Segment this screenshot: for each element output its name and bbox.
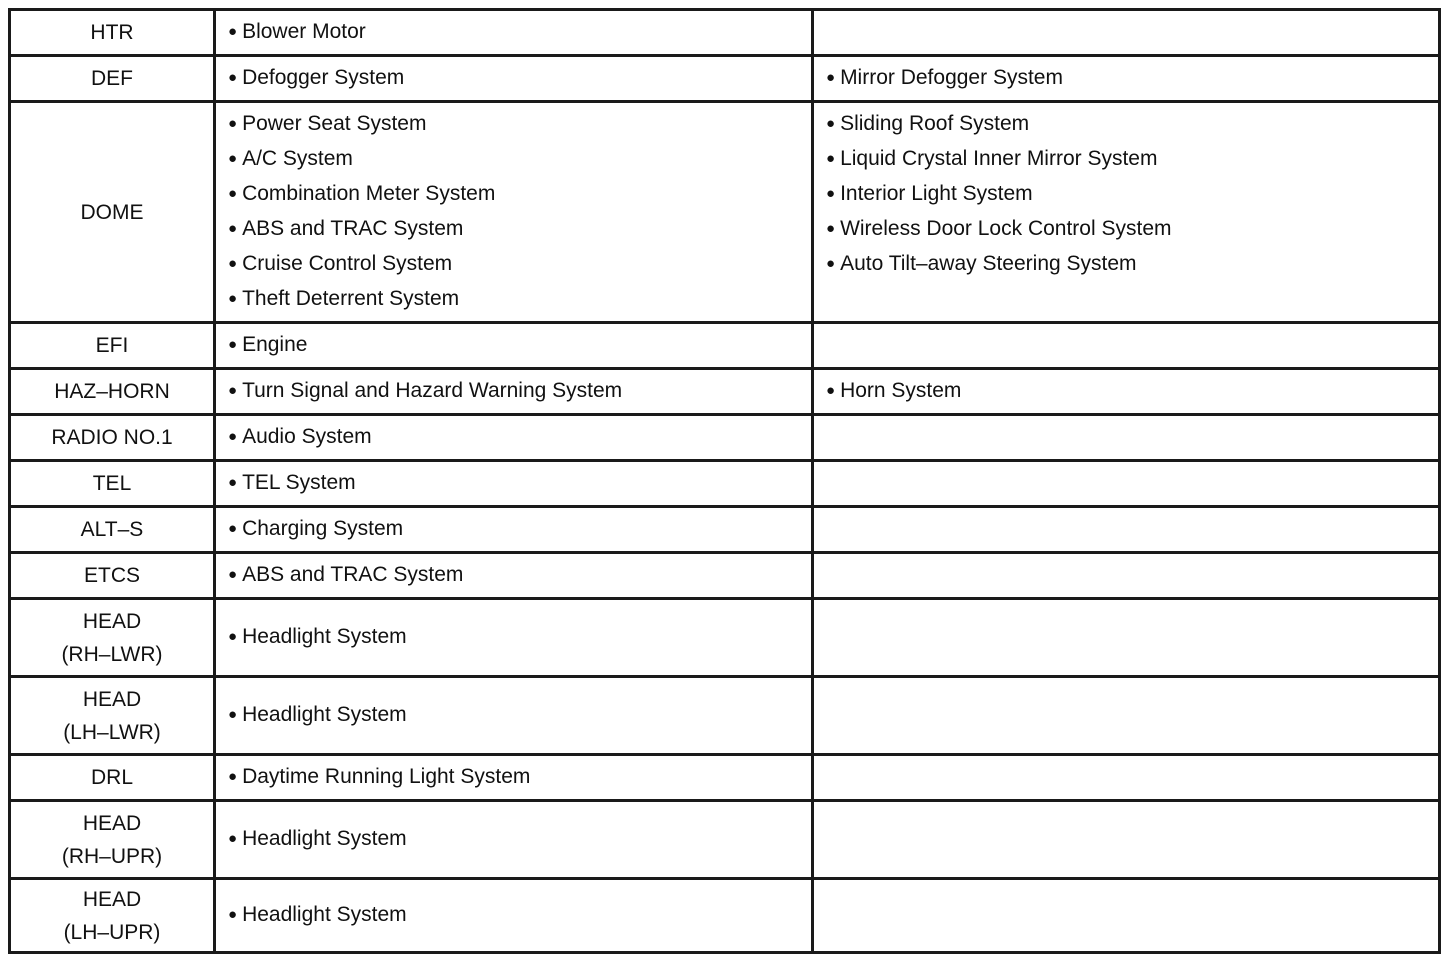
circuit-cell-right bbox=[813, 10, 1440, 56]
fuse-name-cell: HEAD (RH–UPR) bbox=[10, 801, 215, 879]
circuit-cell-left bbox=[215, 755, 813, 801]
table-row bbox=[10, 507, 1440, 553]
circuit-item: ● Theft Deterrent System bbox=[228, 282, 811, 317]
fuse-table-body bbox=[10, 10, 1440, 953]
circuit-item: ● Horn System bbox=[826, 374, 1438, 409]
table-row bbox=[10, 10, 1440, 56]
circuit-cell-right bbox=[813, 879, 1440, 953]
circuit-cell-right bbox=[813, 801, 1440, 879]
circuit-item: ● TEL System bbox=[228, 466, 811, 501]
table-row bbox=[10, 369, 1440, 415]
circuit-item: ● Defogger System bbox=[228, 61, 811, 96]
circuit-item: ● Turn Signal and Hazard Warning System bbox=[228, 374, 811, 409]
fuse-name-cell: RADIO NO.1 bbox=[10, 415, 215, 461]
circuit-item: ● Audio System bbox=[228, 420, 811, 455]
circuit-item: ● Cruise Control System bbox=[228, 247, 811, 282]
fuse-name-cell: HEAD (LH–UPR) bbox=[10, 879, 215, 953]
circuit-cell-left bbox=[215, 10, 813, 56]
circuit-cell-left bbox=[215, 801, 813, 879]
circuit-item: ● Power Seat System bbox=[228, 107, 811, 142]
circuit-cell-left bbox=[215, 369, 813, 415]
table-row bbox=[10, 56, 1440, 102]
circuit-item: ● A/C System bbox=[228, 142, 811, 177]
circuit-cell-right bbox=[813, 461, 1440, 507]
circuit-item: ● Sliding Roof System bbox=[826, 107, 1438, 142]
table-row bbox=[10, 801, 1440, 879]
circuit-item: ● Engine bbox=[228, 328, 811, 363]
fuse-name-cell: DEF bbox=[10, 56, 215, 102]
table-row bbox=[10, 599, 1440, 677]
circuit-cell-left bbox=[215, 879, 813, 953]
fuse-name-cell: HTR bbox=[10, 10, 215, 56]
circuit-item: ● Mirror Defogger System bbox=[826, 61, 1438, 96]
circuit-cell-right bbox=[813, 415, 1440, 461]
circuit-cell-left bbox=[215, 56, 813, 102]
fuse-name-cell: HEAD (RH–LWR) bbox=[10, 599, 215, 677]
circuit-cell-left bbox=[215, 599, 813, 677]
fuse-name-cell: DOME bbox=[10, 102, 215, 323]
circuit-cell-right bbox=[813, 677, 1440, 755]
circuit-item: ● Auto Tilt–away Steering System bbox=[826, 247, 1438, 282]
circuit-item: ● Headlight System bbox=[228, 620, 811, 655]
circuit-item: ● Daytime Running Light System bbox=[228, 760, 811, 795]
table-row bbox=[10, 415, 1440, 461]
circuit-cell-left bbox=[215, 415, 813, 461]
table-row bbox=[10, 461, 1440, 507]
circuit-item: ● Wireless Door Lock Control System bbox=[826, 212, 1438, 247]
fuse-name-cell: DRL bbox=[10, 755, 215, 801]
circuit-cell-left bbox=[215, 553, 813, 599]
circuit-item: ● ABS and TRAC System bbox=[228, 558, 811, 593]
table-row bbox=[10, 102, 1440, 323]
circuit-cell-right bbox=[813, 507, 1440, 553]
fuse-name-cell: HEAD (LH–LWR) bbox=[10, 677, 215, 755]
circuit-cell-right bbox=[813, 102, 1440, 323]
circuit-cell-left bbox=[215, 461, 813, 507]
fuse-name-cell: TEL bbox=[10, 461, 215, 507]
circuit-item: ● Blower Motor bbox=[228, 15, 811, 50]
circuit-item: ● Interior Light System bbox=[826, 177, 1438, 212]
fuse-circuit-table bbox=[8, 8, 1441, 954]
fuse-name-cell: ALT–S bbox=[10, 507, 215, 553]
table-row bbox=[10, 323, 1440, 369]
circuit-cell-left bbox=[215, 507, 813, 553]
circuit-item: ● Combination Meter System bbox=[228, 177, 811, 212]
circuit-cell-right bbox=[813, 369, 1440, 415]
circuit-cell-right bbox=[813, 323, 1440, 369]
circuit-cell-right bbox=[813, 755, 1440, 801]
circuit-item: ● Headlight System bbox=[228, 698, 811, 733]
fuse-name-cell: HAZ–HORN bbox=[10, 369, 215, 415]
table-row bbox=[10, 755, 1440, 801]
circuit-cell-left bbox=[215, 102, 813, 323]
table-row bbox=[10, 677, 1440, 755]
fuse-name-cell: EFI bbox=[10, 323, 215, 369]
circuit-cell-right bbox=[813, 56, 1440, 102]
fuse-name-cell: ETCS bbox=[10, 553, 215, 599]
circuit-cell-left bbox=[215, 323, 813, 369]
circuit-cell-right bbox=[813, 553, 1440, 599]
circuit-item: ● Headlight System bbox=[228, 822, 811, 857]
circuit-item: ● Charging System bbox=[228, 512, 811, 547]
circuit-item: ● ABS and TRAC System bbox=[228, 212, 811, 247]
circuit-cell-left bbox=[215, 677, 813, 755]
circuit-cell-right bbox=[813, 599, 1440, 677]
table-row bbox=[10, 879, 1440, 953]
circuit-item: ● Liquid Crystal Inner Mirror System bbox=[826, 142, 1438, 177]
circuit-item: ● Headlight System bbox=[228, 898, 811, 933]
table-row bbox=[10, 553, 1440, 599]
